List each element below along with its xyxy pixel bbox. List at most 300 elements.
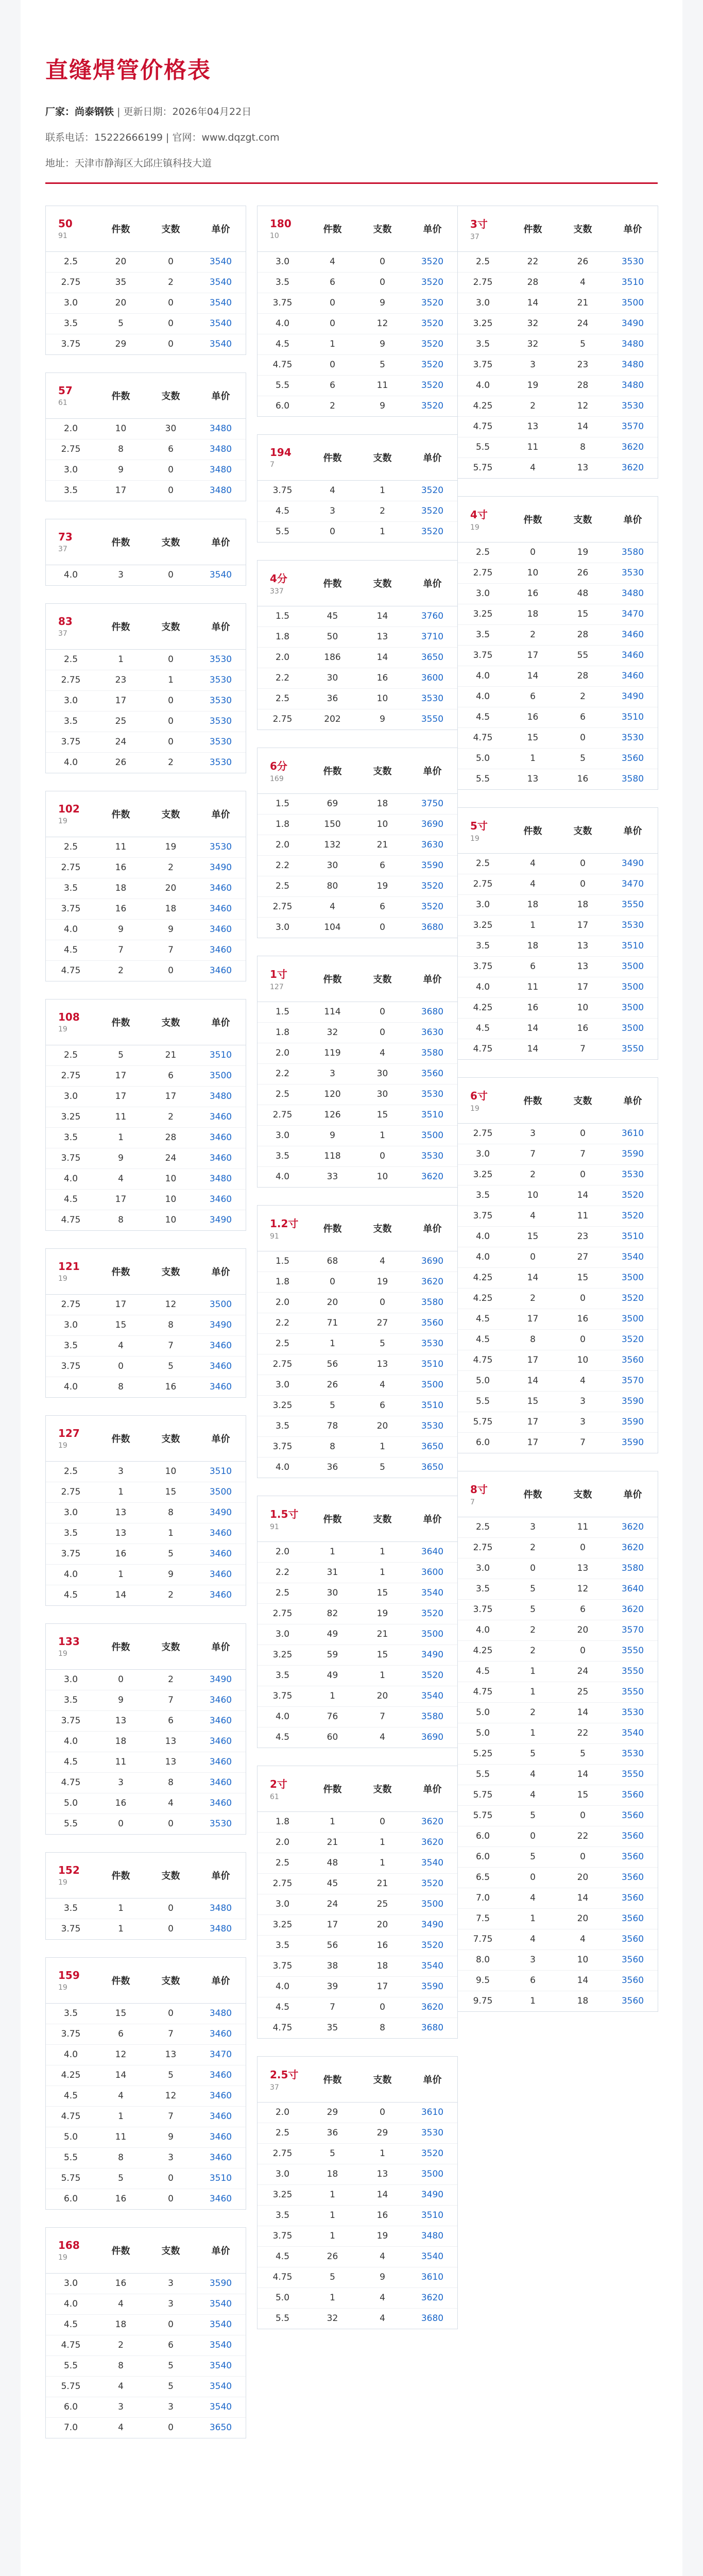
spec-table [258, 1766, 457, 2038]
table-row [258, 1375, 457, 1395]
price-cell[interactable]: 3540 [196, 2397, 246, 2417]
price-cell[interactable]: 3520 [421, 527, 444, 537]
price-cell[interactable]: 3650 [407, 1436, 457, 1457]
price-cell[interactable]: 3500 [407, 1894, 457, 1914]
sticks-cell: 6 [558, 1599, 608, 1620]
price-cell[interactable]: 3530 [407, 688, 457, 709]
header-row [258, 1766, 457, 1811]
price-cell[interactable]: 3580 [621, 774, 644, 785]
price-cell[interactable]: 3590 [407, 855, 457, 876]
pieces-cell: 20 [307, 1292, 357, 1313]
price-cell[interactable]: 3610 [407, 2102, 457, 2123]
price-cell[interactable]: 3500 [407, 1375, 457, 1395]
sticks-cell: 21 [357, 835, 407, 855]
thickness-cell: 2.5 [258, 688, 307, 709]
price-cell[interactable]: 3550 [621, 1044, 644, 1055]
price-cell[interactable]: 3510 [608, 707, 658, 727]
price-cell[interactable]: 3680 [407, 1002, 457, 1022]
pieces-header: 件数 [307, 956, 357, 1002]
price-cell[interactable]: 3510 [196, 1461, 246, 1482]
spec-block-18 [257, 1496, 458, 1748]
table-row [46, 960, 246, 981]
pieces-cell: 6 [307, 375, 357, 396]
maker-line [45, 105, 658, 118]
price-cell[interactable]: 3460 [196, 2106, 246, 2127]
price-header: 单价 [407, 1206, 457, 1251]
price-cell[interactable]: 3540 [209, 570, 232, 581]
price-cell[interactable]: 3540 [608, 1723, 658, 1743]
sticks-cell: 11 [357, 375, 407, 396]
price-cell[interactable]: 3530 [608, 563, 658, 583]
price-cell[interactable]: 3500 [407, 2164, 457, 2184]
thickness-cell: 4.0 [46, 2044, 96, 2065]
price-cell[interactable]: 3460 [196, 2127, 246, 2147]
price-cell[interactable]: 3520 [407, 876, 457, 896]
table-row [458, 354, 658, 375]
table-row [458, 769, 658, 789]
price-cell[interactable]: 3460 [196, 1544, 246, 1564]
price-cell[interactable]: 3460 [608, 666, 658, 686]
price-cell[interactable]: 3490 [196, 1315, 246, 1335]
price-cell[interactable]: 3520 [407, 375, 457, 396]
price-cell[interactable]: 3520 [407, 354, 457, 375]
price-cell[interactable]: 3540 [196, 313, 246, 334]
price-cell[interactable]: 3540 [196, 2294, 246, 2314]
price-cell[interactable]: 3460 [196, 2024, 246, 2044]
price-cell[interactable]: 3580 [608, 1558, 658, 1579]
price-cell[interactable]: 3530 [608, 727, 658, 748]
price-cell[interactable]: 3530 [608, 915, 658, 936]
price-cell[interactable]: 3460 [196, 1752, 246, 1772]
pieces-cell: 2 [118, 965, 124, 976]
thickness-cell: 2.0 [258, 647, 307, 668]
price-cell[interactable]: 3510 [407, 1395, 457, 1416]
price-cell[interactable]: 3460 [196, 1356, 246, 1377]
price-cell[interactable]: 3550 [608, 1640, 658, 1661]
price-cell[interactable]: 3460 [196, 1731, 246, 1752]
table-row [46, 1772, 246, 1793]
price-cell[interactable]: 3460 [196, 1335, 246, 1356]
price-cell[interactable]: 3600 [407, 668, 457, 688]
price-cell[interactable]: 3530 [209, 757, 232, 768]
price-cell[interactable]: 3460 [196, 1189, 246, 1210]
thickness-cell: 3.0 [46, 2273, 96, 2294]
price-cell[interactable]: 3500 [196, 1294, 246, 1315]
price-cell[interactable]: 3520 [407, 501, 457, 521]
price-cell[interactable]: 3620 [407, 1832, 457, 1853]
price-cell[interactable]: 3520 [407, 896, 457, 917]
price-cell[interactable]: 3530 [608, 396, 658, 416]
price-cell[interactable]: 3640 [407, 1541, 457, 1562]
price-cell[interactable]: 3460 [196, 1564, 246, 1585]
price-cell[interactable]: 3560 [608, 1805, 658, 1826]
thickness-cell: 3.25 [258, 1914, 307, 1935]
table-row [458, 1805, 658, 1826]
price-cell[interactable]: 3540 [407, 1583, 457, 1603]
price-cell[interactable]: 3580 [608, 542, 658, 563]
price-cell[interactable]: 3570 [608, 1370, 658, 1391]
price-cell[interactable]: 3470 [196, 2044, 246, 2065]
price-cell[interactable]: 3460 [608, 645, 658, 666]
price-cell[interactable]: 3690 [407, 814, 457, 835]
price-cell[interactable]: 3460 [196, 2086, 246, 2106]
price-cell[interactable]: 3480 [196, 1086, 246, 1107]
table-row [46, 752, 246, 773]
price-cell[interactable]: 3460 [196, 2065, 246, 2086]
pieces-cell: 69 [307, 793, 357, 814]
spec-size: 108 [58, 1010, 80, 1023]
price-cell[interactable]: 3650 [407, 647, 457, 668]
price-cell[interactable]: 3530 [608, 1702, 658, 1723]
price-cell[interactable]: 3500 [608, 997, 658, 1018]
table-row [258, 501, 457, 521]
price-cell[interactable]: 3550 [608, 1764, 658, 1785]
pieces-cell: 1 [307, 2184, 357, 2205]
price-cell[interactable]: 3540 [196, 272, 246, 293]
price-cell[interactable]: 3480 [196, 2003, 246, 2024]
price-cell[interactable]: 3530 [196, 711, 246, 732]
price-cell[interactable]: 3500 [196, 1482, 246, 1502]
price-cell[interactable]: 3560 [608, 1908, 658, 1929]
price-cell[interactable]: 3560 [608, 1950, 658, 1970]
price-cell[interactable]: 3600 [407, 1562, 457, 1583]
price-cell[interactable]: 3490 [196, 1669, 246, 1690]
price-cell[interactable]: 3560 [608, 1970, 658, 1991]
price-cell[interactable]: 3620 [421, 1172, 444, 1182]
price-cell[interactable]: 3620 [407, 1811, 457, 1832]
table-row [46, 1523, 246, 1544]
price-cell[interactable]: 3510 [196, 2168, 246, 2189]
price-cell[interactable]: 3580 [407, 1706, 457, 1727]
price-cell[interactable]: 3490 [407, 2184, 457, 2205]
price-cell[interactable]: 3630 [407, 1022, 457, 1043]
price-cell[interactable]: 3540 [407, 1686, 457, 1706]
price-cell[interactable]: 3490 [608, 686, 658, 707]
thickness-cell: 4.75 [258, 2267, 307, 2287]
price-cell[interactable]: 3490 [608, 853, 658, 874]
sticks-cell: 21 [558, 293, 608, 313]
sticks-cell: 22 [558, 1826, 608, 1846]
thickness-cell: 4.5 [46, 2086, 96, 2106]
price-cell[interactable]: 3590 [608, 1144, 658, 1164]
price-cell[interactable]: 3530 [196, 837, 246, 857]
price-cell[interactable]: 3520 [407, 1935, 457, 1956]
price-cell[interactable]: 3460 [196, 899, 246, 919]
price-cell[interactable]: 3530 [407, 2123, 457, 2143]
sticks-header: 支数 [357, 956, 407, 1002]
table-row [458, 293, 658, 313]
header-row [46, 2228, 246, 2273]
price-cell[interactable]: 3500 [196, 1065, 246, 1086]
price-cell[interactable]: 3620 [608, 1517, 658, 1537]
price-cell[interactable]: 3540 [209, 339, 232, 350]
price-cell[interactable]: 3480 [608, 375, 658, 396]
price-cell[interactable]: 3560 [608, 1888, 658, 1908]
price-cell[interactable]: 3570 [608, 416, 658, 437]
price-cell[interactable]: 3460 [196, 2147, 246, 2168]
price-cell[interactable]: 3510 [196, 1045, 246, 1065]
sticks-cell: 0 [146, 1898, 196, 1919]
price-cell[interactable]: 3520 [608, 1206, 658, 1226]
price-cell[interactable]: 3710 [407, 626, 457, 647]
price-cell[interactable]: 3530 [407, 1084, 457, 1105]
price-cell[interactable]: 3750 [407, 793, 457, 814]
price-cell[interactable]: 3460 [608, 624, 658, 645]
price-cell[interactable]: 3560 [608, 1846, 658, 1867]
price-cell[interactable]: 3540 [608, 1247, 658, 1267]
price-cell[interactable]: 3460 [196, 1772, 246, 1793]
price-cell[interactable]: 3460 [196, 1127, 246, 1148]
price-cell[interactable]: 3520 [407, 2143, 457, 2164]
price-cell[interactable]: 3530 [407, 1416, 457, 1436]
contact-line[interactable]: 联系电话：15222666199 | 官网：www.dqzgt.com [45, 132, 280, 143]
price-cell[interactable]: 3500 [407, 1125, 457, 1146]
price-cell[interactable]: 3520 [608, 1288, 658, 1309]
price-cell[interactable]: 3460 [196, 1690, 246, 1710]
sticks-cell: 5 [357, 1333, 407, 1354]
pieces-cell: 24 [96, 732, 146, 752]
price-cell[interactable]: 3460 [196, 1523, 246, 1544]
pieces-cell: 8 [508, 1329, 558, 1350]
price-cell[interactable]: 3550 [608, 1661, 658, 1682]
price-cell[interactable]: 3540 [196, 2355, 246, 2376]
price-cell[interactable]: 3550 [608, 894, 658, 915]
sticks-cell: 15 [357, 1583, 407, 1603]
price-cell[interactable]: 3620 [608, 437, 658, 457]
price-cell[interactable]: 3560 [621, 1996, 644, 2007]
spec-count: 91 [58, 231, 67, 240]
price-cell[interactable]: 3590 [608, 1412, 658, 1432]
price-cell[interactable]: 3520 [407, 251, 457, 272]
price-cell[interactable]: 3560 [608, 748, 658, 769]
price-cell[interactable]: 3500 [608, 293, 658, 313]
price-cell[interactable]: 3460 [196, 1107, 246, 1127]
price-cell[interactable]: 3530 [196, 649, 246, 670]
price-cell[interactable]: 3490 [407, 1645, 457, 1665]
sticks-cell: 14 [558, 1888, 608, 1908]
price-cell[interactable]: 3510 [407, 2205, 457, 2226]
price-cell[interactable]: 3540 [196, 2314, 246, 2335]
thickness-cell: 4.0 [258, 313, 307, 334]
price-cell[interactable]: 3620 [407, 1272, 457, 1292]
table-row [258, 1956, 457, 1976]
price-cell[interactable]: 3490 [608, 313, 658, 334]
price-cell[interactable]: 3550 [608, 1682, 658, 1702]
price-cell[interactable]: 3590 [621, 1437, 644, 1448]
price-cell[interactable]: 3480 [196, 439, 246, 460]
price-cell[interactable]: 3690 [421, 1732, 444, 1743]
pieces-header: 件数 [508, 808, 558, 853]
pieces-header: 件数 [96, 1624, 146, 1669]
price-cell[interactable]: 3620 [407, 2287, 457, 2308]
spec-count: 19 [470, 523, 479, 532]
price-cell[interactable]: 3530 [209, 1819, 232, 1829]
price-cell[interactable]: 3510 [608, 272, 658, 293]
price-cell[interactable]: 3460 [196, 1793, 246, 1814]
price-cell[interactable]: 3540 [196, 2376, 246, 2397]
price-cell[interactable]: 3580 [407, 1292, 457, 1313]
price-cell[interactable]: 3500 [407, 1624, 457, 1645]
price-cell[interactable]: 3470 [608, 604, 658, 624]
price-cell[interactable]: 3490 [196, 1502, 246, 1523]
price-cell[interactable]: 3520 [407, 1873, 457, 1894]
spec-count: 19 [58, 1878, 67, 1887]
price-cell[interactable]: 3460 [209, 2194, 232, 2205]
sticks-cell: 14 [558, 1764, 608, 1785]
thickness-cell: 2.5 [46, 251, 96, 272]
thickness-cell: 3.5 [458, 1185, 508, 1206]
price-cell[interactable]: 3520 [407, 1603, 457, 1624]
spec-size: 1.2寸 [270, 1217, 299, 1230]
price-cell[interactable]: 3520 [407, 272, 457, 293]
price-cell[interactable]: 3760 [407, 606, 457, 626]
sticks-cell: 25 [558, 1682, 608, 1702]
price-cell[interactable]: 3530 [608, 1164, 658, 1185]
table-row [46, 480, 246, 501]
price-cell[interactable]: 3490 [209, 1215, 232, 1226]
table-row [458, 1579, 658, 1599]
price-cell[interactable]: 3500 [608, 956, 658, 977]
price-cell[interactable]: 3520 [421, 401, 444, 412]
price-cell[interactable]: 3620 [608, 1537, 658, 1558]
price-cell[interactable]: 3470 [608, 874, 658, 894]
price-cell[interactable]: 3680 [421, 922, 444, 933]
price-header: 单价 [608, 808, 658, 853]
price-cell[interactable]: 3530 [608, 251, 658, 272]
price-cell[interactable]: 3500 [608, 977, 658, 997]
price-cell[interactable]: 3500 [608, 1018, 658, 1039]
header-row [46, 604, 246, 649]
price-cell[interactable]: 3460 [209, 965, 232, 976]
price-cell[interactable]: 3530 [196, 670, 246, 690]
price-cell[interactable]: 3530 [407, 1333, 457, 1354]
price-cell[interactable]: 3560 [407, 1313, 457, 1333]
price-cell[interactable]: 3480 [608, 354, 658, 375]
price-cell[interactable]: 3680 [421, 2313, 444, 2324]
price-cell[interactable]: 3530 [407, 1146, 457, 1166]
price-cell[interactable]: 3480 [209, 1924, 232, 1935]
table-row [46, 2397, 246, 2417]
price-cell[interactable]: 3510 [407, 1354, 457, 1375]
price-cell[interactable]: 3680 [421, 2023, 444, 2033]
price-cell[interactable]: 3480 [608, 583, 658, 604]
price-cell[interactable]: 3540 [407, 1853, 457, 1873]
price-cell[interactable]: 3520 [407, 313, 457, 334]
price-cell[interactable]: 3540 [196, 293, 246, 313]
sticks-cell: 10 [165, 1215, 177, 1226]
thickness-cell: 5.5 [275, 2313, 290, 2324]
table-row [458, 997, 658, 1018]
price-cell[interactable]: 3530 [196, 732, 246, 752]
price-cell[interactable]: 3690 [407, 1251, 457, 1272]
price-cell[interactable]: 3480 [608, 334, 658, 354]
price-cell[interactable]: 3590 [608, 1391, 658, 1412]
thickness-cell: 2.2 [258, 1313, 307, 1333]
thickness-cell: 3.5 [458, 1579, 508, 1599]
price-cell[interactable]: 3610 [407, 2267, 457, 2287]
price-cell[interactable]: 3620 [608, 1599, 658, 1620]
price-cell[interactable]: 3580 [407, 1043, 457, 1063]
price-cell[interactable]: 3560 [608, 1785, 658, 1805]
price-cell[interactable]: 3640 [608, 1579, 658, 1599]
price-cell[interactable]: 3520 [608, 1329, 658, 1350]
price-cell[interactable]: 3520 [407, 293, 457, 313]
pieces-cell: 11 [96, 1752, 146, 1772]
pieces-cell: 26 [115, 757, 127, 768]
price-cell[interactable]: 3550 [421, 714, 444, 725]
sticks-cell: 25 [357, 1894, 407, 1914]
price-cell[interactable]: 3540 [196, 2335, 246, 2355]
table-row [46, 2127, 246, 2147]
price-cell[interactable]: 3630 [407, 835, 457, 855]
pieces-cell: 32 [508, 313, 558, 334]
sticks-cell: 0 [357, 1997, 407, 2018]
price-cell[interactable]: 3480 [196, 1898, 246, 1919]
price-cell[interactable]: 3480 [196, 418, 246, 439]
thickness-cell: 3.5 [258, 1935, 307, 1956]
price-cell[interactable]: 3650 [421, 1462, 444, 1473]
price-cell[interactable]: 3500 [608, 1309, 658, 1329]
price-cell[interactable]: 3540 [407, 2246, 457, 2267]
price-cell[interactable]: 3500 [608, 1267, 658, 1288]
price-cell[interactable]: 3540 [407, 1956, 457, 1976]
price-cell[interactable]: 3610 [608, 1123, 658, 1144]
price-cell[interactable]: 3460 [196, 1710, 246, 1731]
price-cell[interactable]: 3480 [196, 460, 246, 480]
price-cell[interactable]: 3520 [407, 480, 457, 501]
price-cell[interactable]: 3560 [608, 1350, 658, 1370]
price-cell[interactable]: 3530 [608, 1743, 658, 1764]
pieces-cell: 10 [96, 418, 146, 439]
price-cell[interactable]: 3520 [608, 1185, 658, 1206]
price-cell[interactable]: 3480 [209, 485, 232, 496]
price-cell[interactable]: 3460 [196, 1148, 246, 1168]
thickness-cell: 4.0 [46, 1564, 96, 1585]
price-cell[interactable]: 3490 [196, 857, 246, 878]
price-cell[interactable]: 3520 [407, 334, 457, 354]
price-cell[interactable]: 3540 [196, 251, 246, 272]
price-cell[interactable]: 3560 [608, 1826, 658, 1846]
price-cell[interactable]: 3590 [196, 2273, 246, 2294]
price-cell[interactable]: 3620 [621, 463, 644, 473]
price-cell[interactable]: 3490 [407, 1914, 457, 1935]
price-cell[interactable]: 3650 [209, 2422, 232, 2433]
price-cell[interactable]: 3480 [196, 1168, 246, 1189]
price-cell[interactable]: 3530 [196, 690, 246, 711]
price-cell[interactable]: 3620 [407, 1997, 457, 2018]
pieces-header: 件数 [96, 1958, 146, 2003]
price-cell[interactable]: 3570 [608, 1620, 658, 1640]
price-cell[interactable]: 3510 [608, 1226, 658, 1247]
price-cell[interactable]: 3460 [196, 940, 246, 960]
price-cell[interactable]: 3590 [407, 1976, 457, 1997]
price-cell[interactable]: 3560 [608, 1867, 658, 1888]
sticks-cell: 14 [558, 1185, 608, 1206]
price-cell[interactable]: 3460 [196, 878, 246, 899]
price-cell[interactable]: 3560 [407, 1063, 457, 1084]
price-cell[interactable]: 3520 [407, 1665, 457, 1686]
price-cell[interactable]: 3510 [407, 1105, 457, 1125]
price-cell[interactable]: 3460 [209, 1382, 232, 1393]
price-cell[interactable]: 3460 [196, 919, 246, 940]
price-cell[interactable]: 3460 [209, 1590, 232, 1601]
price-cell[interactable]: 3510 [608, 936, 658, 956]
sticks-cell: 20 [558, 1867, 608, 1888]
pieces-cell: 3 [307, 501, 357, 521]
price-header: 单价 [407, 206, 457, 251]
price-cell[interactable]: 3480 [407, 2226, 457, 2246]
price-cell[interactable]: 3560 [608, 1929, 658, 1950]
